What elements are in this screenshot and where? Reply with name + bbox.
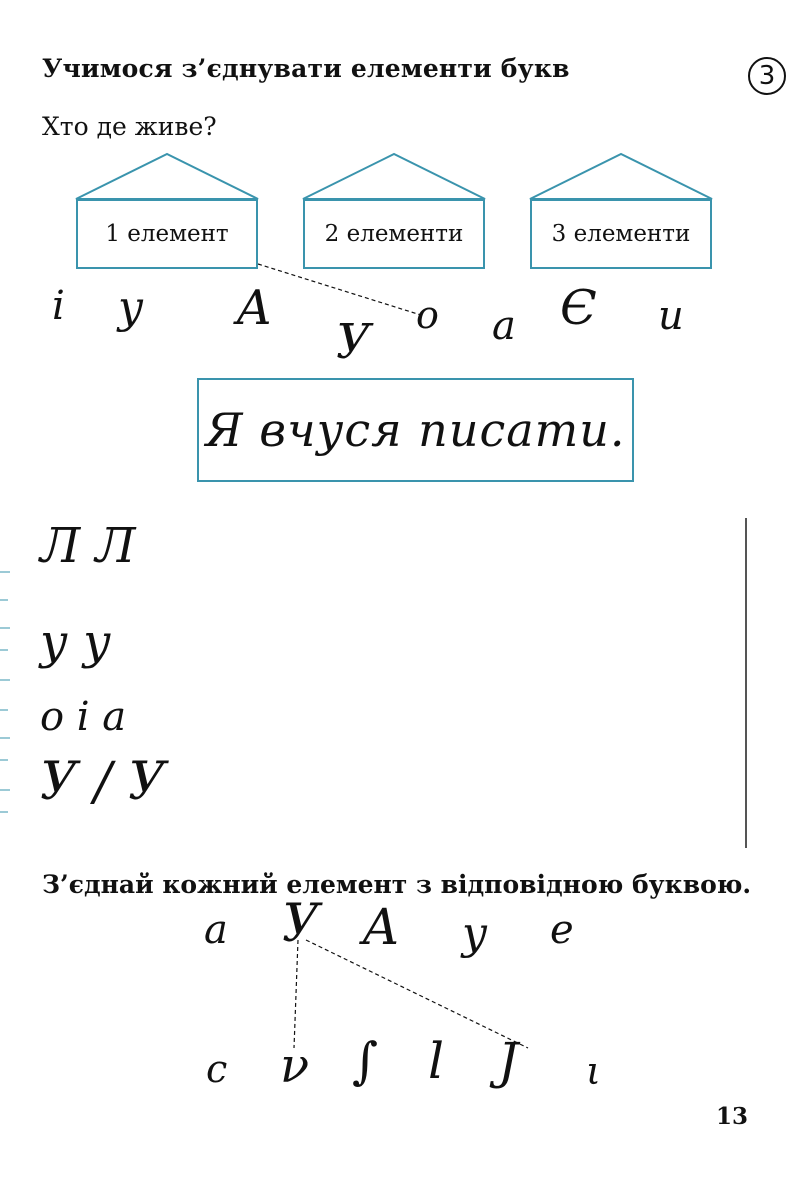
element-l: l xyxy=(428,1032,444,1090)
connect-letter-a: а xyxy=(204,907,228,953)
letter-i: і xyxy=(52,283,65,329)
element-loop: ∫ xyxy=(352,1032,379,1090)
ruling-ticks xyxy=(0,572,10,812)
letter-U-capital: У xyxy=(336,314,371,370)
element-v: ν xyxy=(280,1038,310,1094)
house-3-roof xyxy=(530,154,712,199)
practice-row-2: у у xyxy=(40,614,111,670)
connect-letter-A-capital: А xyxy=(362,898,400,956)
house-2-label: 2 елементи xyxy=(324,221,464,247)
element-c: с xyxy=(206,1047,228,1091)
example-connection-line xyxy=(258,264,424,316)
house-1-roof xyxy=(76,154,258,199)
task-number-badge: 3 xyxy=(748,57,786,95)
connect-letter-u: у xyxy=(462,908,488,959)
page-number: 13 xyxy=(716,1103,749,1130)
instruction-text: З’єднай кожний елемент з відповідною буквою. xyxy=(42,870,752,899)
page-title: Учимося з’єднувати елементи букв xyxy=(42,54,570,83)
letter-A-capital: А xyxy=(236,280,273,336)
house-1-box xyxy=(76,199,258,269)
element-j: J xyxy=(498,1032,519,1090)
letter-Ye-capital: Є xyxy=(560,280,597,336)
house-3-label: 3 елементи xyxy=(551,221,691,247)
house-1-label: 1 елемент xyxy=(105,221,229,247)
letter-a: а xyxy=(492,303,516,349)
letter-o: о xyxy=(416,293,439,337)
phrase-box xyxy=(197,378,634,482)
letter-y: и xyxy=(658,293,684,339)
practice-row-4: У / У xyxy=(40,752,166,812)
letter-u: у xyxy=(118,282,144,333)
practice-row-1: Л Л xyxy=(40,518,136,574)
connect-letter-e: е xyxy=(550,907,574,953)
connect-line-1 xyxy=(294,940,298,1048)
house-2-box xyxy=(303,199,485,269)
house-3-box xyxy=(530,199,712,269)
practice-row-3: о і а xyxy=(40,694,127,740)
phrase-text: Я вчуся писати. xyxy=(205,403,626,457)
connect-letter-U-capital: У xyxy=(282,894,320,954)
connect-line-2 xyxy=(306,940,528,1048)
house-2-roof xyxy=(303,154,485,199)
element-i: ι xyxy=(586,1049,601,1093)
question-text: Хто де живе? xyxy=(42,112,217,141)
